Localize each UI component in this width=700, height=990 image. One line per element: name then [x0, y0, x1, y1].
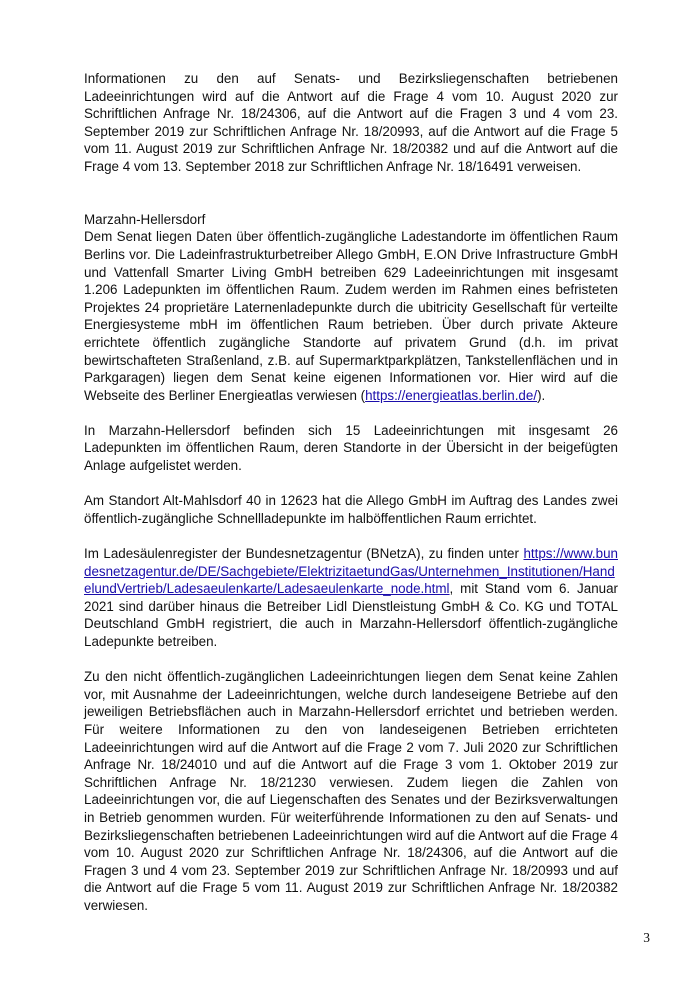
page-number: 3	[643, 930, 650, 945]
paragraph-public-charging-text: Dem Senat liegen Daten über öffentlich-zugängliche Ladestandorte im öffentlichen Raum Berlins vor. Die Ladeinfrastrukturbetreiber Allego GmbH, E.ON Drive Infrastructure GmbH und Vattenfall Smarter Living GmbH betreiben 629 Ladeeinrichtungen mit insgesamt 1.206 Ladepunkten im öffentlichen Raum. Zudem werden im Rahmen eines befristeten Projektes 24 proprietäre Laternenladepunkte durch die ubitricity Gesellschaft für verteilte Energiesysteme mbH im öffentlichen Raum betrieben. Über durch private Akteure errichtete öffentlich zugängliche Standorte auf privatem Grund (d.h. im privat bewirtschafteten Straßenland, z.B. auf Supermarktparkplätzen, Tankstellenflächen und in Parkgaragen) liegen dem Senat keine eigenen Informationen vor. Hier wird auf die Webseite des Berliner Energieatlas verwiesen (	[84, 229, 618, 403]
energieatlas-link[interactable]: https://energieatlas.berlin.de/	[365, 387, 538, 403]
paragraph-alt-mahlsdorf: Am Standort Alt-Mahlsdorf 40 in 12623 hat die Allego GmbH im Auftrag des Landes zwei öffentlich-zugängliche Schnellladepunkte im halböffentlichen Raum errichtet.	[84, 493, 618, 526]
paragraph-bnetza-register	[84, 545, 618, 651]
paragraph-non-public-charging: Zu den nicht öffentlich-zugänglichen Ladeeinrichtungen liegen dem Senat keine Zahlen vor, mit Ausnahme der Ladeeinrichtungen, welche durch landeseigene Betriebe auf den jeweiligen Betriebsflächen auch in Marzahn-Hellersdorf errichtet und betrieben werden. Für weitere Informationen zu den von landeseigenen Betrieben errichteten Ladeeinrichtungen wird auf die Antwort auf die Frage 2 vom 7. Juli 2020 zur Schriftlichen Anfrage Nr. 18/24010 und auf die Antwort auf die Frage 3 vom 1. Oktober 2019 zur Schriftlichen Anfrage Nr. 18/21230 verwiesen. Zudem liegen die Zahlen von Ladeeinrichtungen vor, die auf Liegenschaften des Senates und der Bezirksverwaltungen in Betrieb genommen wurden. Für weiterführende Informationen zu den auf Senats- und Bezirksliegenschaften betriebenen Ladeeinrichtungen wird auf die Antwort auf die Frage 4 vom 10. August 2020 zur Schriftlichen Anfrage Nr. 18/24306, auf die Antwort auf die Fragen 3 und 4 vom 23. September 2019 zur Schriftlichen Anfrage Nr. 18/20993 und auf die Antwort auf die Frage 5 vom 11. August 2019 zur Schriftlichen Anfrage Nr. 18/20382 verwiesen.	[84, 669, 618, 913]
section-heading-marzahn-hellersdorf: Marzahn-Hellersdorf	[84, 211, 206, 227]
paragraph-public-charging-data	[84, 228, 618, 404]
paragraph-public-charging-end: ).	[537, 387, 546, 403]
document-body	[84, 70, 618, 915]
paragraph-district-count: In Marzahn-Hellersdorf befinden sich 15 Ladeeinrichtungen mit insgesamt 26 Ladepunkten im öffentlichen Raum, deren Standorte in der Übersicht in der beigefügten Anlage aufgelistet werden.	[84, 422, 618, 474]
paragraph-bnetza-start: Im Ladesäulenregister der Bundesnetzagentur (BNetzA), zu finden unter	[84, 546, 524, 562]
bundesnetzagentur-link[interactable]: https://www.bundesnetzagentur.de/DE/Sachgebiete/ElektrizitaetundGas/Unternehmen_Institutionen/HandelundVertrieb/Ladesaeulenkarte/Ladesaeulenkarte_node.html	[84, 546, 618, 597]
paragraph-bnetza-end: , mit Stand vom 6. Januar 2021 sind darüber hinaus die Betreiber Lidl Dienstleistung GmbH & Co. KG und TOTAL Deutschland GmbH registriert, die auch in Marzahn-Hellersdorf öffentlich-zugängliche Ladepunkte betreiben.	[84, 581, 618, 649]
paragraph-senate-properties: Informationen zu den auf Senats- und Bezirksliegenschaften betriebenen Ladeeinrichtungen wird auf die Antwort auf die Frage 4 vom 10. August 2020 zur Schriftlichen Anfrage Nr. 18/24306, auf die Antwort auf die Fragen 3 und 4 vom 23. September 2019 zur Schriftlichen Anfrage Nr. 18/20993, auf die Antwort auf die Frage 5 vom 11. August 2019 zur Schriftlichen Anfrage Nr. 18/20382 und auf die Antwort auf die Frage 4 vom 13. September 2018 zur Schriftlichen Anfrage Nr. 18/16491 verweisen.	[84, 71, 618, 174]
